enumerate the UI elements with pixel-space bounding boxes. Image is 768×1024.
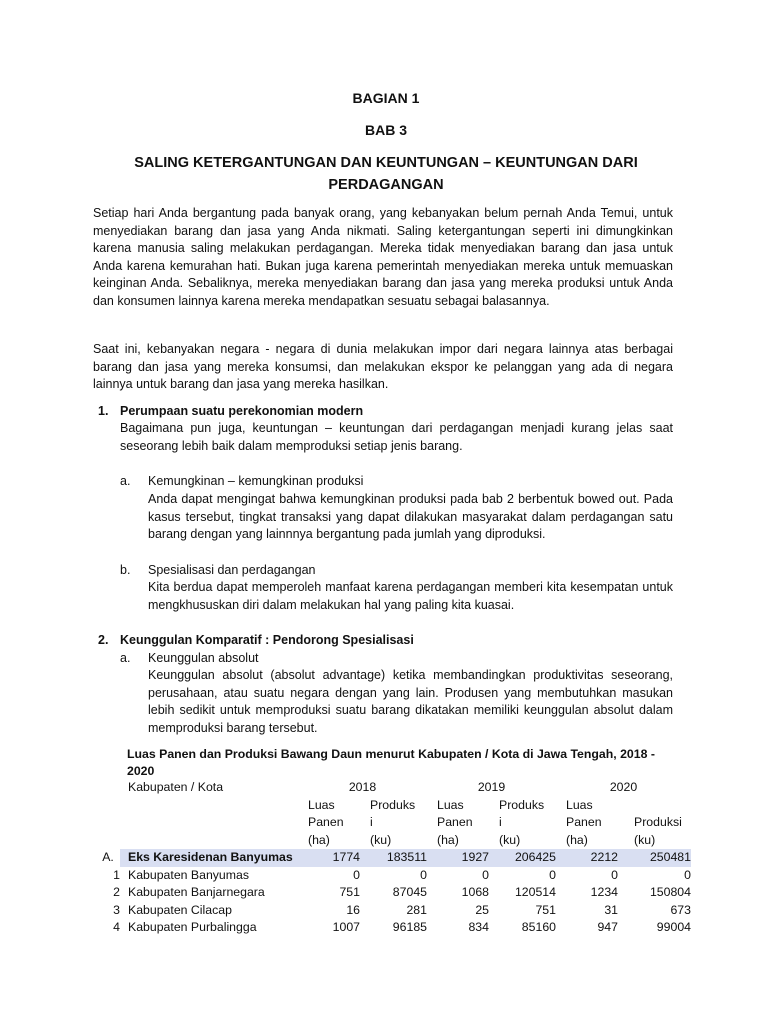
section1-body: Bagaimana pun juga, keuntungan – keuntungan dari perdagangan menjadi kurang jelas saat seseorang lebih baik dalam memproduksi setiap jenis barang. <box>120 421 673 453</box>
intro-paragraph-1: Setiap hari Anda bergantung pada banyak orang, yang kebanyakan belum pernah Anda Temui, untuk menyediakan barang dan jasa yang Anda nikmati. Saling ketergantungan seperti ini dimungkinkan karena manusia saling melakukan perdagangan. Mereka tidak menyediakan barang dan jasa untuk Anda karena kemurahan hati. Bukan juga karena pemerintah menyediakan mereka untuk memuaskan keinginan Anda. Sebaliknya, mereka menyediakan barang dan jasa yang mereka produksi untuk Anda dan konsumen lainnya karena mereka mendapatkan sesuatu sebagai balasannya. <box>93 206 673 308</box>
section2a-body: Keunggulan absolut (absolut advantage) ketika membandingkan produktivitas seseorang, perusahaan, atau suatu negara dengan yang lain. Produsen yang membutuhkan masukan lebih sedikit untuk memproduksi suatu barang dikatakan memiliki keunggulan absolut dalam memproduksi barang tersebut. <box>148 668 673 735</box>
production-subheader <box>618 797 691 815</box>
section1a-heading: Kemungkinan – kemungkinan produksi <box>148 474 364 488</box>
year-header: 2019 <box>477 780 506 794</box>
section1-heading: Perumpaan suatu perekonomian modern <box>120 404 364 418</box>
production-subheader: Produks <box>499 797 545 812</box>
table-header-row <box>96 779 691 797</box>
region-column-header: Kabupaten / Kota <box>128 780 224 794</box>
section2a-heading: Keunggulan absolut <box>148 651 259 665</box>
section1a-letter: a. <box>120 474 131 488</box>
table-subheader-row: Panen i Panen i Panen Produksi <box>308 815 682 829</box>
table-row: A. Eks Karesidenan Banyumas 1774 183511 1927 206425 2212 250481 <box>96 849 691 867</box>
table-row: 3 Kabupaten Cilacap 16 281 25 751 31 673 <box>113 902 691 917</box>
part-heading: BAGIAN 1 <box>352 90 420 106</box>
section1b-letter: b. <box>120 563 131 577</box>
section1a-body: Anda dapat mengingat bahwa kemungkinan produksi pada bab 2 berbentuk bowed out. Pada kasus tersebut, tingkat transaksi yang dapat dilakukan masyarakat dalam perdagangan satu barang dengan yang lainnnya bergantung pada jumlah yang diproduksi. <box>148 492 673 541</box>
chapter-heading: BAB 3 <box>364 122 407 138</box>
section1b-heading: Spesialisasi dan perdagangan <box>148 563 316 577</box>
year-header: 2020 <box>609 780 638 794</box>
year-header: 2018 <box>348 780 377 794</box>
chapter-title-line1: SALING KETERGANTUNGAN DAN KEUNTUNGAN – KEUNTUNGAN DARI <box>134 155 638 171</box>
table-row: 4 Kabupaten Purbalingga 1007 96185 834 85160 947 99004 <box>113 920 691 934</box>
table-row: 1 Kabupaten Banyumas 0 0 0 0 0 0 <box>113 867 691 882</box>
section2-number: 2. <box>98 633 109 647</box>
section1b-body: Kita berdua dapat memperoleh manfaat karena perdagangan memberi kita kesempatan untuk mengkhususkan diri dalam melakukan hal yang paling kita kuasai. <box>148 580 673 612</box>
chapter-title <box>96 152 676 196</box>
production-subheader: Produks <box>370 797 416 812</box>
table-title: Luas Panen dan Produksi Bawang Daun menurut Kabupaten / Kota di Jawa Tengah, 2018 - 2020 <box>127 747 655 778</box>
table-row: 2 Kabupaten Banjarnegara 751 87045 1068 120514 1234 150804 <box>113 885 691 899</box>
area-subheader: Luas <box>566 797 593 812</box>
table-subheader-row <box>96 797 691 815</box>
chapter-title-line2: PERDAGANGAN <box>328 177 444 193</box>
area-subheader: Luas <box>308 797 335 812</box>
section2a-letter: a. <box>120 651 131 665</box>
area-subheader: Luas <box>437 797 464 812</box>
section2-heading: Keunggulan Komparatif : Pendorong Spesialisasi <box>120 633 414 647</box>
intro-paragraph-2: Saat ini, kebanyakan negara - negara di dunia melakukan impor dari negara lainnya atas berbagai barang dan jasa yang mereka konsumsi, dan melakukan ekspor ke pelanggan yang ada di negara lainnya untuk barang dan jasa yang mereka hasilkan. <box>93 342 673 391</box>
section1-number: 1. <box>98 404 109 418</box>
data-table <box>96 779 691 937</box>
table-subheader-row: (ha) (ku) (ha) (ku) (ha) (ku) <box>308 832 656 847</box>
